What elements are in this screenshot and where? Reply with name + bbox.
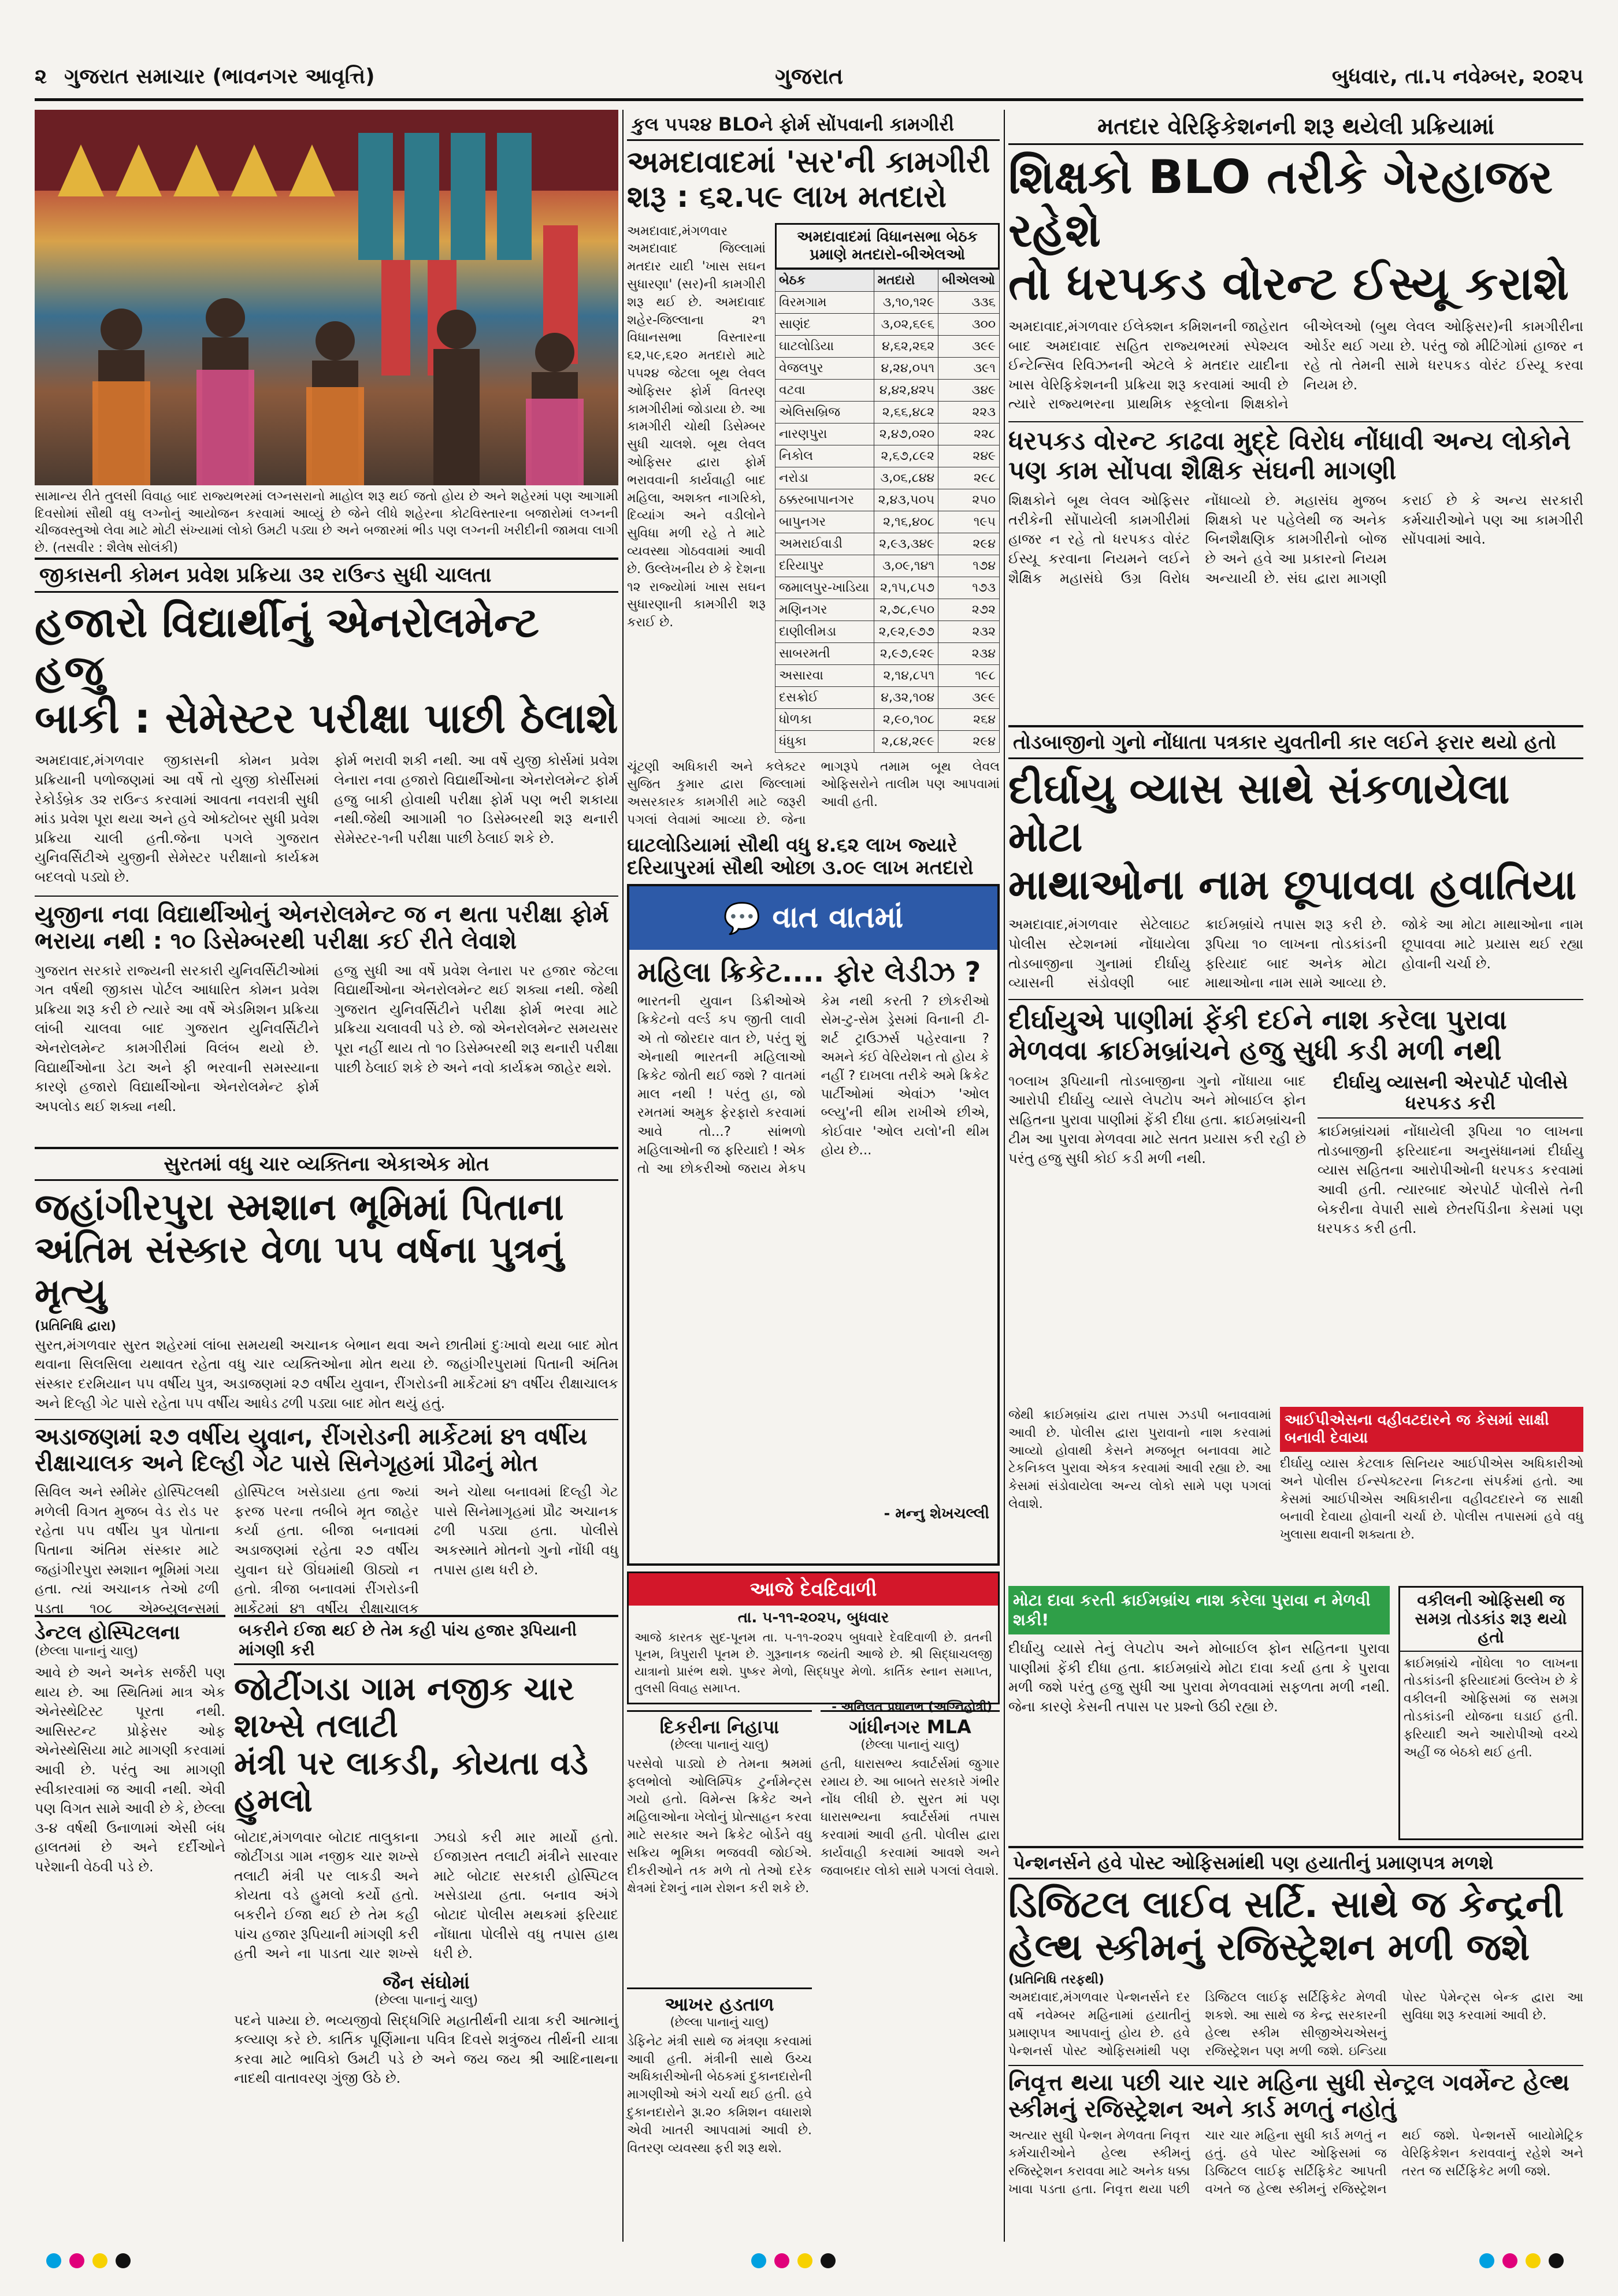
jee-headline-2: બાકી : સેમેસ્ટર પરીક્ષા પાછી ઠેલાશે xyxy=(35,693,618,742)
column-divider xyxy=(1004,110,1005,2242)
dental-title: ડેન્ટલ હોસ્પિટલના xyxy=(35,1621,180,1644)
table-cell: દસક્રોઈ xyxy=(775,686,874,708)
vaat-body: ભારતની યુવાન ડિક્રીઓએ ક્રિકેટનો વર્લ્ડ કપ જીતી લાવી એ તો જોરદાર વાત છે, પરંતુ શું એનાથી ભારતની મહિલાઓ ક્રિકેટ જોતી થઈ જશે ? વાતમાં માલ નથી ! પરંતુ હા, જો રમતમાં અમુક ફેરફારો કરવામાં આવે તો...? સાંભળો મહિલાઓની જ ફરિયાદો ! એક તો આ છોકરીઓ જરાય મેકપ કેમ નથી કરતી ? છોકરીઓ સેમ-ટુ-સેમ ડ્રેસમાં વિનાની ટી-શર્ટ ટ્રાઉઝર્સ પહેરવાના ? અમને કંઈ વેરિયેશન તો હોય કે નહીં ? દાખલા તરીકે અમે ક્રિકેટ પાર્ટીઓમાં એવાંઝ 'ઓલ બ્લ્યુ'ની થીમ રાખીએ છીએ, કોઈવાર 'ઓલ યલો'ની થીમ હોય છે... xyxy=(637,994,989,1176)
dikri-title: દિકરીના નિહાપા xyxy=(659,1716,780,1738)
page-number: ૨ xyxy=(35,64,47,88)
vaat-box xyxy=(627,884,1000,1566)
table-cell: જમાલપુર-ખાડિયા xyxy=(775,577,874,599)
dental-body: આવે છે અને અનેક સર્જરી પણ થાય છે. આ સ્થિતિમાં માત્ર એક એનેસ્થેટિસ્ટ પૂરતા નથી. આસિસ્ટન્ટ પ્રોફેસર ઓફ એનેસ્થેસિયા માટે માગણી કરવામાં આવી છે. પરંતુ આ માગણી સ્વીકારવામાં જ આવી નથી. એવી પણ વિગત સામે આવી છે કે, છેલ્લા ૩-૪ વર્ષથી ઉનાળામાં એસી બંધ હાલતમાં છે અને દર્દીઓને પરેશાની વેઠવી પડે છે. xyxy=(35,1665,225,1875)
voter-table-box xyxy=(775,223,1000,753)
voter-table-header xyxy=(775,269,1000,291)
jee-body-1: અમદાવાદ,મંગળવાર જીકાસની કોમન પ્રવેશ પ્રક્રિયાની પળોજણમાં આ વર્ષે તો યુજી કોર્સીસમાં રેકોર્ડબ્રેક ૩૨ રાઉન્ડ કરવામાં આવતા નવરાત્રી સુધી માંડ પ્રવેશ પૂરા થયા અને હવે ઓક્ટોબર સુધી પ્રવેશ પ્રક્રિયા ચાલી હતી.જેના પગલે ગુજરાત યુનિવર્સિટીએ યુજીની સેમેસ્ટર પરીક્ષાનો કાર્યક્રમ બદલવો પડ્યો છે. xyxy=(35,752,319,885)
pension-headline-1: ડિજિટલ લાઈવ સર્ટિ. સાથે જ કેન્દ્રની xyxy=(1008,1883,1564,1926)
voter-table-title: અમદાવાદમાં વિધાનસભા બેઠક પ્રમાણે મતદારો-બીએલઓ xyxy=(775,223,1000,269)
table-cell: સાબરમતી xyxy=(775,642,874,664)
mla-story xyxy=(821,1710,1000,2239)
table-cell: ૩૯૯ xyxy=(938,686,1000,708)
table-cell: ૨,૭૮,૯૫૦ xyxy=(874,599,938,621)
table-cell: ૩૪૯ xyxy=(938,379,1000,401)
vaat-title: મહિલા ક્રિકેટ.... ફોર લેડીઝ ? xyxy=(637,956,981,989)
table-cell: ૪,૨૪,૦૫૧ xyxy=(874,357,938,379)
table-row xyxy=(775,555,1000,577)
mla-title: ગાંધીનગર MLA xyxy=(849,1716,971,1738)
table-row xyxy=(775,489,1000,511)
pension-dateline: (પ્રતિનિધિ તરફથી) xyxy=(1008,1972,1104,1987)
table-cell: ૨,૧૪,૮૫૧ xyxy=(874,664,938,686)
black-dot xyxy=(821,2253,836,2268)
sar-headline-1: અમદાવાદમાં 'સર'ની કામગીરી xyxy=(627,145,990,180)
table-cell: ૨૬૪ xyxy=(938,708,1000,730)
table-cell: ૨૯૮ xyxy=(938,467,1000,489)
sar-headline-2: શરૂ : ૬૨.૫૯ લાખ મતદારો xyxy=(627,179,947,214)
blo-kicker: મતદાર વેરિફિકેશનની શરૂ થયેલી પ્રક્રિયામાં xyxy=(1008,110,1583,145)
table-cell: ૨૫૦ xyxy=(938,489,1000,511)
blo-story xyxy=(1008,110,1583,719)
table-cell: ૨૨૮ xyxy=(938,423,1000,445)
table-row xyxy=(775,621,1000,642)
table-cell: નિકોલ xyxy=(775,445,874,467)
table-cell: ૨,૪૭,૦૨૦ xyxy=(874,423,938,445)
jain-continued: (છેલ્લા પાનાનું ચાલુ) xyxy=(374,1993,478,2008)
bakri-headline-2: મંત્રી પર લાકડી, કોયતા વડે હુમલો xyxy=(234,1744,588,1820)
table-cell: ૨,૯૭,૯૨૯ xyxy=(874,642,938,664)
pension-body-2: અત્યાર સુધી પેન્શન મેળવતા નિવૃત્ત કર્મચારીઓને હેલ્થ સ્કીમનું રજિસ્ટ્રેશન કરાવવા માટે અનેક ધક્કા ખાવા પડતા હતા. નિવૃત્ત થયા પછી ચાર ચાર મહિના સુધી કાર્ડ મળતું ન હતું. હવે પોસ્ટ ઓફિસમાં જ ડિજિટલ લાઈફ સર્ટિફિકેટ આપતી વખતે જ હેલ્થ સ્કીમનું રજિસ્ટ્રેશન થઈ જશે. પેન્શનર્સે બાયોમેટ્રિક વેરિફિકેશન કરાવવાનું રહેશે અને તરત જ સર્ટિફિકેટ મળી જશે. xyxy=(1008,2128,1583,2197)
blo-body: અમદાવાદ,મંગળવાર ઈલેક્શન કમિશનની જાહેરાત બાદ અમદાવાદ સહિત રાજ્યભરમાં સ્પેશ્યલ ઈન્ટેન્સિવ રિવિઝનની એટલે કે મતદાર યાદીના ખાસ વેરિફિકેશનની પ્રક્રિયા શરૂ કરવામાં આવી છે ત્યારે રાજ્યભરના પ્રાથમિક સ્કૂલોના શિક્ષકોને બીએલઓ (બુથ લેવલ ઓફિસર)ની કામગીરીના ઓર્ડર થઈ ગયા છે. પરંતુ જો મીટિંગોમાં હાજર ન રહે તો તેમની સામે ધરપકડ વોરંટ ઈસ્યૂ કરવા નિયમ છે. xyxy=(1008,318,1583,413)
table-row xyxy=(775,401,1000,423)
section-name: ગુજરાત xyxy=(775,64,843,89)
green-box xyxy=(1008,1586,1390,1840)
table-row xyxy=(775,335,1000,357)
surat-body: સિવિલ અને સ્મીમેર હોસ્પિટલથી મળેલી વિગત મુજબ વેડ રોડ પર રહેતા ૫૫ વર્ષીય પુત્ર પોતાના પિતાના અંતિમ સંસ્કાર માટે જહાંગીરપુરા સ્મશાન ભૂમિમાં ગયા હતા. ત્યાં અચાનક તેઓ ઢળી પડતા ૧૦૮ એમ્બ્યુલન્સમાં હોસ્પિટલ ખસેડાયા હતા જ્યાં ફરજ પરના તબીબે મૃત જાહેર કર્યા હતા. બીજા બનાવમાં અડાજણમાં રહેતા ૨૭ વર્ષીય યુવાન ઘરે ઊંઘમાંથી ઊઠ્યો ન હતો. ત્રીજા બનાવમાં રીંગરોડની માર્કેટમાં ૪૧ વર્ષીય રીક્ષાચાલક અને ચોથા બનાવમાં દિલ્હી ગેટ પાસે સિનેમાગૃહમાં પ્રૌઢ અચાનક ઢળી પડ્યા હતા. પોલીસે અકસ્માતે મોતનો ગુનો નોંધી વધુ તપાસ હાથ ધરી છે. xyxy=(35,1484,618,1617)
dikri-body: પરસેવો પાડ્યો છે તેમના શ્રમમાં ફલભોલો ઓલિમ્પિક ટુર્નામેન્ટ્સ ગયો હતો. વિમેન્સ ક્રિકેટ અને મહિલાઓના ખેલોનું પ્રોત્સાહન કરવા માટે સરકાર અને ક્રિકેટ બોર્ડને વધુ સક્રિય ભૂમિકા ભજવવી જોઈએ. દીકરીઓને તક મળે તો તેઓ દરેક ક્ષેત્રમાં દેશનું નામ રોશન કરી શકે છે. xyxy=(627,1756,812,1896)
vaat-byline: - મન્નુ શેખચલ્લી xyxy=(884,1505,989,1523)
aakhar-title: આખર હડતાળ xyxy=(665,1993,774,2015)
cyan-dot xyxy=(751,2253,766,2268)
page-number-and-paper xyxy=(35,65,375,89)
bakri-story xyxy=(234,1615,618,2239)
table-cell: ધોળકા xyxy=(775,708,874,730)
table-cell: અસારવા xyxy=(775,664,874,686)
table-row xyxy=(775,357,1000,379)
column-divider xyxy=(622,110,624,2242)
magenta-dot xyxy=(69,2253,84,2268)
table-header-cell: મતદારો xyxy=(874,269,938,291)
dental-continued: (છેલ્લા પાનાનું ચાલુ) xyxy=(35,1644,139,1659)
aakhar-body: ડેફિનેટ મંત્રી સાથે જ મંત્રણા કરવામાં આવી હતી. મંત્રીની સાથે ઉચ્ચ અધિકારીઓની બેઠકમાં દુકાનદારોની માગણીઓ અંગે ચર્ચા થઈ હતી. હવે દુકાનદારોને રૂા.૨૦ કમિશન વધારાશે એવી ખાતરી આપવામાં આવી છે. વિતરણ વ્યવસ્થા ફરી શરૂ થશે. xyxy=(627,2034,812,2156)
toll-body: અમદાવાદ,મંગળવાર સેટેલાઇટ પોલીસ સ્ટેશનમાં નોંધાયેલા તોડબાજીના ગુનામાં દીર્ઘાયુ વ્યાસની સંડોવણી બાદ ક્રાઈમબ્રાંચે તપાસ શરૂ કરી છે. રૂપિયા ૧૦ લાખના તોડકાંડની ફરિયાદ બાદ અનેક મોટા માથાઓના નામ સામે આવ્યા છે. જોકે આ મોટા માથાઓના નામ છૂપાવવા માટે પ્રયાસ થઈ રહ્યા હોવાની ચર્ચા છે. xyxy=(1008,916,1583,991)
lawyer-title: વકીલની ઓફિસથી જ સમગ્ર તોડકાંડ શરૂ થયો હતો xyxy=(1400,1588,1582,1652)
dikri-story xyxy=(627,1710,812,1982)
table-cell: વિરમગામ xyxy=(775,291,874,313)
table-cell: ૨૭૨ xyxy=(938,599,1000,621)
table-cell: ૧૭૪ xyxy=(938,555,1000,577)
table-cell: ૨૨૩ xyxy=(938,401,1000,423)
table-cell: મણિનગર xyxy=(775,599,874,621)
table-cell: ૨,૮૪,૨૯૯ xyxy=(874,730,938,752)
table-cell: ૨,૯૨,૯૭૭ xyxy=(874,621,938,642)
dikri-continued: (છેલ્લા પાનાનું ચાલુ) xyxy=(670,1737,769,1752)
mla-continued: (છેલ્લા પાનાનું ચાલુ) xyxy=(860,1737,960,1752)
table-row xyxy=(775,642,1000,664)
table-row xyxy=(775,423,1000,445)
lawyer-body: ક્રાઈમબ્રાંચે નોંધેલા ૧૦ લાખના તોડકાંડની ફરિયાદમાં ઉલ્લેખ છે કે વકીલની ઓફિસમાં જ સમગ્ર તોડકાંડની યોજના ઘડાઈ હતી. ફરિયાદી અને આરોપીઓ વચ્ચે અહીં જ બેઠકો થઈ હતી. xyxy=(1404,1656,1578,1760)
yellow-dot xyxy=(92,2253,107,2268)
table-cell: ૩,૦૯,૧૪૧ xyxy=(874,555,938,577)
magenta-dot xyxy=(774,2253,789,2268)
table-cell: ધંધુકા xyxy=(775,730,874,752)
jee-story xyxy=(35,558,618,1141)
table-cell: ૩૯૧ xyxy=(938,357,1000,379)
table-cell: ૨૩૨ xyxy=(938,621,1000,642)
table-header-cell: બીએલઓ xyxy=(938,269,1000,291)
surat-kicker: સુરતમાં વધુ ચાર વ્યક્તિના એકાએક મોત xyxy=(35,1149,618,1181)
market-photo xyxy=(35,110,618,485)
pension-subheadline: નિવૃત્ત થયા પછી ચાર ચાર મહિના સુધી સેન્ટ્રલ ગવર્મેન્ટ હેલ્થ સ્કીમનું રજિસ્ટ્રેશન અને કાર્ડ મળતું નહોતું xyxy=(1008,2065,1583,2123)
table-cell: ૪,૪૨,૪૨૫ xyxy=(874,379,938,401)
surat-headline-1: જહાંગીરપુરા સ્મશાન ભૂમિમાં પિતાના xyxy=(35,1186,564,1229)
cyan-dot xyxy=(1479,2253,1494,2268)
registration-marks xyxy=(1479,2253,1564,2268)
table-row xyxy=(775,686,1000,708)
vaat-banner xyxy=(629,886,997,950)
toll-body-2: ૧૦લાખ રૂપિયાની તોડબાજીના ગુનો નોંધાયા બાદ આરોપી દીર્ઘાયુ વ્યાસે લેપટોપ અને મોબાઈલ ફોન સહિતના પુરાવા પાણીમાં ફેંકી દીધા હતા. ક્રાઈમબ્રાંચની ટીમ આ પુરાવા મેળવવા માટે સતત પ્રયાસ કરી રહી છે પરંતુ હજુ સુધી કોઈ કડી મળી નથી. xyxy=(1008,1072,1306,1166)
table-row xyxy=(775,379,1000,401)
table-row xyxy=(775,467,1000,489)
table-cell: ૧૯૫ xyxy=(938,511,1000,533)
mla-body: હતી, ધારાસભ્ય ક્વાર્ટર્સમાં જુગાર રમાય છે. આ બાબતે સરકારે ગંભીર નોંધ લીધી છે. સુરત માં પણ ધારાસભ્યના ક્વાર્ટર્સમાં તપાસ કરવામાં આવી હતી. પોલીસ દ્વારા કાર્યવાહી કરવામાં આવશે અને જવાબદાર લોકો સામે પગલાં લેવાશે. xyxy=(821,1756,1000,1878)
devdiwali-banner: આજે દેવદિવાળી xyxy=(629,1573,998,1606)
ips-bar: આઈપીએસના વહીવટદારને જ કેસમાં સાક્ષી બનાવી દેવાયા xyxy=(1280,1407,1583,1452)
toll-subheadline: દીર્ઘાયુએ પાણીમાં ફેંકી દઈને નાશ કરેલા પુરાવા મેળવવા ક્રાઈમબ્રાંચને હજુ સુધી કડી મળી નથી xyxy=(1008,999,1583,1066)
table-cell: ૪,૩૨,૧૦૪ xyxy=(874,686,938,708)
table-cell: ૨,૧૫,૮૫૭ xyxy=(874,577,938,599)
table-row xyxy=(775,291,1000,313)
table-cell: ઠક્કરબાપાનગર xyxy=(775,489,874,511)
table-cell: ૨,૧૬,૪૦૮ xyxy=(874,511,938,533)
sar-body-2: ચૂંટણી અધિકારી અને કલેક્ટર સુજિત કુમાર દ્વારા જિલ્લામાં અસરકારક કામગીરી માટે જરૂરી પગલાં લેવામાં આવ્યા છે. જેના ભાગરૂપે તમામ બૂથ લેવલ ઓફિસરોને તાલીમ પણ આપવામાં આવી હતી. xyxy=(627,759,1000,827)
table-cell: ૨૯૪ xyxy=(938,730,1000,752)
table-cell: ૩,૦૬,૮૪૪ xyxy=(874,467,938,489)
toll-body-3: જેથી ક્રાઈમબ્રાંચ દ્વારા તપાસ ઝડપી બનાવવામાં આવી છે. પોલીસ દ્વારા પુરાવાનો નાશ કરવામાં આવ્યો હોવાથી કેસને મજબૂત બનાવવા માટે ટેકનિકલ પુરાવા એકત્ર કરવામાં આવી રહ્યા છે. આ કેસમાં સંડોવાયેલા અન્ય લોકો સામે પણ પગલાં લેવાશે. xyxy=(1008,1408,1271,1511)
table-cell: ઘાટલોડિયા xyxy=(775,335,874,357)
blo-headline-1: શિક્ષકો BLO તરીકે ગેરહાજર રહેશે xyxy=(1008,150,1553,257)
dental-story xyxy=(35,1615,225,2239)
table-cell: સાણંદ xyxy=(775,313,874,335)
table-cell: ૨,૬૭,૮૯૨ xyxy=(874,445,938,467)
devdiwali-date: તા. ૫-૧૧-૨૦૨૫, બુધવાર xyxy=(737,1609,889,1626)
surat-headline-2: અંતિમ સંસ્કાર વેળા ૫૫ વર્ષના પુત્રનું મૃત્યુ xyxy=(35,1228,564,1314)
table-cell: ૧૭૩ xyxy=(938,577,1000,599)
surat-subheadline: અડાજણમાં ૨૭ વર્ષીય યુવાન, રીંગરોડની માર્કેટમાં ૪૧ વર્ષીય રીક્ષાચાલક અને દિલ્હી ગેટ પાસે સિનેગૃહમાં પ્રૌઢનું મોત xyxy=(35,1419,618,1477)
table-cell: અમરાઈવાડી xyxy=(775,533,874,555)
registration-marks xyxy=(46,2253,131,2268)
registration-marks xyxy=(751,2253,836,2268)
table-cell: ૩૩૬ xyxy=(938,291,1000,313)
blo-subheadline: ધરપકડ વોરન્ટ કાઢવા મુદ્દે વિરોધ નોંધાવી અન્ય લોકોને પણ કામ સોંપવા શૈક્ષિક સંઘની માગણી xyxy=(1008,421,1583,485)
devdiwali-box xyxy=(627,1571,1000,1714)
vaat-banner-text: વાત વાતમાં xyxy=(772,900,904,935)
table-row xyxy=(775,577,1000,599)
toll-headline-2: માથાઓના નામ છૂપાવવા હવાતિયા xyxy=(1008,860,1577,909)
black-dot xyxy=(1549,2253,1564,2268)
table-row xyxy=(775,511,1000,533)
airport-box xyxy=(1318,1072,1583,1239)
table-cell: એલિસબ્રિજ xyxy=(775,401,874,423)
magenta-dot xyxy=(1502,2253,1517,2268)
table-cell: ૨,૯૩,૩૪૯ xyxy=(874,533,938,555)
bakri-kicker: બકરીને ઈજા થઈ છે તેમ કહી પાંચ હજાર રૂપિયાની માંગણી કરી xyxy=(234,1617,618,1665)
devdiwali-byline: - અનિલત પ્રધાનભ (અગ્નિહોત્રી) xyxy=(832,1699,992,1714)
market-photo-art xyxy=(35,110,618,485)
pension-headline-2: હેલ્થ સ્કીમનું રજિસ્ટ્રેશન મળી જશે xyxy=(1008,1926,1530,1969)
table-row xyxy=(775,533,1000,555)
toll-body-3-box xyxy=(1008,1407,1271,1580)
jee-headline-1: હજારો વિદ્યાર્થીનું એનરોલમેન્ટ હજુ xyxy=(35,598,539,694)
table-cell: ૨૯૪ xyxy=(938,533,1000,555)
paper-name: ગુજરાત સમાચાર (ભાવનગર આવૃત્તિ) xyxy=(64,64,375,88)
yellow-dot xyxy=(1526,2253,1541,2268)
jee-subheadline: યુજીના નવા વિદ્યાર્થીઓનું એનરોલમેન્ટ જ ન થતા પરીક્ષા ફોર્મ ભરાયા નથી : ૧૦ ડિસેમ્બરથી પરીક્ષા કઈ રીતે લેવાશે xyxy=(35,896,618,954)
sar-story xyxy=(627,110,1000,878)
table-cell: નારણપુરા xyxy=(775,423,874,445)
blo-body-2: શિક્ષકોને બૂથ લેવલ ઓફિસર તરીકેની સોંપાયેલી કામગીરીમાં હાજર ન રહે તો ધરપકડ વોરંટ ઈસ્યૂ કરવાના નિયમને લઈને શૈક્ષિક મહાસંઘે ઉગ્ર વિરોધ નોંધાવ્યો છે. મહાસંઘ મુજબ શિક્ષકો પર પહેલેથી જ અનેક બિનશૈક્ષણિક કામગીરીનો બોજ છે અને હવે આ પ્રકારનો નિયમ અન્યાયી છે. સંઘ દ્વારા માગણી કરાઈ છે કે અન્ય સરકારી કર્મચારીઓને પણ આ કામગીરી સોંપવામાં આવે. xyxy=(1008,492,1583,586)
table-cell: ૨,૬૬,૪૮૨ xyxy=(874,401,938,423)
surat-intro: સુરત,મંગળવાર સુરત શહેરમાં લાંબા સમયથી અચાનક બેભાન થવા અને છાતીમાં દુઃખાવો થયા બાદ મોત થવાના સિલસિલા યથાવત રહેતા વધુ ચાર વ્યક્તિઓના મોત થયા છે. જહાંગીરપુરામાં પિતાની અંતિમ સંસ્કાર દરમિયાન ૫૫ વર્ષીય પુત્ર, અડાજણમાં ૨૭ વર્ષીય યુવાન, રીંગરોડની માર્કેટમાં ૪૧ વર્ષીય રીક્ષાચાલક અને દિલ્હી ગેટ પાસે રહેતા ૫૫ વર્ષીય આધેડ ઢળી પડ્યા બાદ મોત થયું હતું. xyxy=(35,1336,618,1411)
aakhar-story xyxy=(627,1987,812,2239)
green-body: દીર્ઘાયુ વ્યાસે તેનું લેપટોપ અને મોબાઈલ ફોન સહિતના પુરાવા પાણીમાં ફેંકી દીધા હતા. ક્રાઈમબ્રાંચે મોટા દાવા કર્યા હતા કે પુરાવા મળી જશે પરંતુ હજુ સુધી આ પુરાવા મેળવવામાં સફળતા મળી નથી. જેના કારણે કેસની તપાસ પર પ્રશ્નો ઉઠી રહ્યા છે. xyxy=(1008,1640,1390,1715)
surat-dateline: (પ્રતિનિધિ દ્વારા) xyxy=(35,1318,117,1333)
lawyer-box xyxy=(1398,1586,1583,1840)
aakhar-continued: (છેલ્લા પાનાનું ચાલુ) xyxy=(670,2015,769,2029)
jee-body-4: હજુ સુધી આ વર્ષે પ્રવેશ લેનારા પર હજાર જેટલા વિદ્યાર્થીઓના એનરોલમેન્ટ થઈ શક્યા નથી. જેથી ગુજરાત યુનિવર્સિટીને પરીક્ષા ફોર્મ ભરવા માટે પ્રક્રિયા ચલાવવી પડે છે. જો એનરોલમેન્ટ સમયસર પૂરા નહીં થાય તો ૧૦ ડિસેમ્બરથી શરૂ થનારી પરીક્ષા પાછી ઠેલાઈ શકે છે અને નવો કાર્યક્રમ જાહેર થશે. xyxy=(334,962,618,1076)
pension-story xyxy=(1008,1846,1583,2239)
sar-kicker: કુલ ૫૫૨૪ BLOને ફોર્મ સોંપવાની કામગીરી xyxy=(627,110,1000,141)
jain-body: પદને પામ્યા છે. ભવ્યજીવો સિદ્ધગિરિ મહાતીર્થની યાત્રા કરી આત્માનું કલ્યાણ કરે છે. કાર્તિક પૂર્ણિમાના પવિત્ર દિવસે શત્રુંજય તીર્થની યાત્રા કરવા માટે ભાવિકો ઉમટી પડે છે અને જય જય શ્રી આદિનાથના નાદથી વાતાવરણ ગુંજી ઉઠે છે. xyxy=(234,2012,618,2087)
table-cell: ૩૯૯ xyxy=(938,335,1000,357)
toll-kicker: તોડબાજીનો ગુનો નોંધાતા પત્રકાર યુવતીની કાર લઈને ફરાર થયો હતો xyxy=(1008,727,1583,759)
table-row xyxy=(775,730,1000,752)
toll-story xyxy=(1008,725,1583,1401)
yellow-dot xyxy=(797,2253,812,2268)
page-header xyxy=(35,55,1583,101)
table-cell: નરોડા xyxy=(775,467,874,489)
voter-table xyxy=(775,269,1000,753)
airport-body: ક્રાઈમબ્રાંચમાં નોંધાયેલી રૂપિયા ૧૦ લાખના તોડબાજીની ફરિયાદના અનુસંધાનમાં દીર્ઘાયુ વ્યાસ સહિતના આરોપીઓની ધરપકડ કરવામાં આવી હતી. ત્યારબાદ એરપોર્ટ પોલીસે તેની બેકરીના વેપારી સાથે છેતરપિંડીના કેસમાં પણ ધરપકડ કરી હતી. xyxy=(1318,1123,1583,1237)
table-row xyxy=(775,599,1000,621)
issue-date: બુધવાર, તા.૫ નવેમ્બર, ૨૦૨૫ xyxy=(1331,64,1583,88)
table-cell: દરિયાપુર xyxy=(775,555,874,577)
table-cell: ૩,૧૦,૧૨૯ xyxy=(874,291,938,313)
jain-title: જૈન સંઘોમાં xyxy=(383,1971,470,1993)
table-cell: ૨૩૪ xyxy=(938,642,1000,664)
bakri-headline-1: જોટીંગડા ગામ નજીક ચાર શખ્સે તલાટી xyxy=(234,1670,574,1745)
surat-story xyxy=(35,1147,618,1617)
devdiwali-body: આજે કારતક સુદ-પૂનમ તા. ૫-૧૧-૨૦૨૫ બુધવારે દેવદિવાળી છે. વ્રતની પૂનમ, ત્રિપુરારી પૂનમ છે. ગુરૂનાનક જયંતી આજે છે. શ્રી સિદ્ધાચલજી યાત્રાનો પ્રારંભ થશે. પુષ્કર મેળો, સિદ્ધપુર મેળો. કાર્તિક સ્નાન સમાપ્ત, તુલસી વિવાહ સમાપ્ત. xyxy=(634,1630,992,1696)
table-header-cell: બેઠક xyxy=(775,269,874,291)
table-cell: ૩,૦૨,૬૯૬ xyxy=(874,313,938,335)
black-dot xyxy=(116,2253,131,2268)
jee-body-2: ફોર્મ ભરાવી શકી નથી. આ વર્ષે યુજી કોર્સમાં પ્રવેશ લેનારા નવા હજારો વિદ્યાર્થીઓના એનરોલમેન્ટ ફોર્મ હજુ બાકી હોવાથી પરીક્ષા ફોર્મ પણ ભરી શકાયા નથી.જેથી આગામી ૧૦ ડિસેમ્બરથી શરૂ થનારી સેમેસ્ટર-૧ની પરીક્ષા પાછી ઠેલાઈ શકે છે. xyxy=(334,752,618,846)
cyan-dot xyxy=(46,2253,61,2268)
table-cell: વેજલપુર xyxy=(775,357,874,379)
chat-bubble-icon: 💬 xyxy=(723,901,761,936)
photo-caption: સામાન્ય રીતે તુલસી વિવાહ બાદ રાજ્યભરમાં લગ્નસરાનો માહોલ શરૂ થઈ જતો હોય છે અને શહેરમાં પણ આગામી દિવસોમાં સૌથી વધુ લગ્નોનું આયોજન કરવામાં આવ્યું છે જેને લીધે શહેરના કોટવિસ્તારના બજારોમાં લગ્નની ચીજવસ્તુઓ લેવા માટે મોટી સંખ્યામાં લોકો ઉમટી પડ્યા છે અને બજારમાં ભીડ પણ લગ્નની ખરીદીની જામવા લાગી છે. (તસવીર : શૈલેષ સોલંકી) xyxy=(35,489,618,556)
table-row xyxy=(775,445,1000,467)
table-cell: ૩૦૦ xyxy=(938,313,1000,335)
table-cell: ૨૪૯ xyxy=(938,445,1000,467)
table-row xyxy=(775,664,1000,686)
green-bar: મોટા દાવા કરતી ક્રાઈમબ્રાંચ નાશ કરેલા પુરાવા ન મેળવી શકી! xyxy=(1008,1586,1390,1634)
ips-box xyxy=(1280,1407,1583,1580)
jee-kicker: જીકાસની કોમન પ્રવેશ પ્રક્રિયા ૩૨ રાઉન્ડ સુધી ચાલતા xyxy=(35,560,618,593)
toll-headline-1: દીર્ઘાયુ વ્યાસ સાથે સંકળાયેલા મોટા xyxy=(1008,764,1510,861)
table-cell: ૨,૯૦,૧૦૮ xyxy=(874,708,938,730)
table-cell: દાણીલીમડા xyxy=(775,621,874,642)
table-cell: બાપુનગર xyxy=(775,511,874,533)
table-row xyxy=(775,313,1000,335)
sar-body: અમદાવાદ,મંગળવાર અમદાવાદ જિલ્લામાં મતદાર યાદી 'ખાસ સઘન સુધારણા' (સર)ની કામગીરી શરૂ થઈ છે. અમદાવાદ શહેર-જિલ્લાના ૨૧ વિધાનસભા વિસ્તારના ૬૨,૫૯,૬૨૦ મતદારો માટે ૫૫૨૪ જેટલા બૂથ લેવલ ઓફિસર ફોર્મ વિતરણ કામગીરીમાં જોડાયા છે. આ કામગીરી ચોથી ડિસેમ્બર સુધી ચાલશે. બૂથ લેવલ ઓફિસર દ્વારા ફોર્મ ભરાવવાની કાર્યવાહી બાદ મહિલા, અશક્ત નાગરિકો, દિવ્યાંગ અને વડીલોને સુવિધા મળી રહે તે માટે વ્યવસ્થા ગોઠવવામાં આવી છે. ઉલ્લેખનીય છે કે દેશના ૧૨ રાજ્યોમાં ખાસ સઘન સુધારણાની કામગીરી શરૂ કરાઈ છે. xyxy=(627,224,766,630)
airport-title: દીર્ઘાયુ વ્યાસની એરપોર્ટ પોલીસે ધરપકડ કરી xyxy=(1318,1072,1583,1119)
table-row xyxy=(775,708,1000,730)
ips-body: દીર્ઘાયુ વ્યાસ કેટલાક સિનિયર આઈપીએસ અધિકારીઓ અને પોલીસ ઈન્સ્પેક્ટરના નિકટના સંપર્કમાં હતો. આ કેસમાં આઈપીએસ અધિકારીના વહીવટદારને જ સાક્ષી બનાવી દેવાયા હોવાની ચર્ચા છે. પોલીસ તપાસમાં હવે વધુ ખુલાસા થવાની શક્યતા છે. xyxy=(1280,1457,1583,1543)
table-cell: ૨,૪૩,૫૦૫ xyxy=(874,489,938,511)
table-cell: ૪,૬૨,૨૬૨ xyxy=(874,335,938,357)
jee-body-3: ગુજરાત સરકારે રાજ્યની સરકારી યુનિવર્સિટીઓમાં ગત વર્ષથી જીકાસ પોર્ટલ આધારિત કોમન પ્રવેશ પ્રક્રિયા શરૂ કરી છે ત્યારે આ વર્ષે એડમિશન પ્રક્રિયા લાંબી ચાલવા બાદ ગુજરાત યુનિવર્સિટીને એનરોલમેન્ટ કામગીરીમાં વિલંબ થયો છે. વિદ્યાર્થીઓના ડેટા અને ફી ભરવાની સમસ્યાના કારણે હજારો વિદ્યાર્થીઓના એનરોલમેન્ટ ફોર્મ અપલોડ થઈ શક્યા નથી. xyxy=(35,962,319,1114)
sar-subheadline: ઘાટલોડિયામાં સૌથી વધુ ૪.૬૨ લાખ જ્યારે દરિયાપુરમાં સૌથી ઓછા ૩.૦૯ લાખ મતદારો xyxy=(627,833,974,879)
bakri-body: બોટાદ,મંગળવાર બોટાદ તાલુકાના જોટીંગડા ગામ નજીક ચાર શખ્સે તલાટી મંત્રી પર લાકડી અને કોયતા વડે હુમલો કર્યો હતો. બકરીને ઈજા થઈ છે તેમ કહી પાંચ હજાર રૂપિયાની માંગણી કરી હતી અને ના પાડતા ચાર શખ્સે ઝઘડો કરી માર માર્યો હતો. ઈજાગ્રસ્ત તલાટી મંત્રીને સારવાર માટે બોટાદ સરકારી હોસ્પિટલ ખસેડાયા હતા. બનાવ અંગે બોટાદ પોલીસ મથકમાં ફરિયાદ નોંધાતા પોલીસે વધુ તપાસ હાથ ધરી છે. xyxy=(234,1829,618,1962)
table-cell: ૧૯૮ xyxy=(938,664,1000,686)
pension-kicker: પેન્શનર્સને હવે પોસ્ટ ઓફિસમાંથી પણ હયાતીનું પ્રમાણપત્ર મળશે xyxy=(1008,1848,1583,1879)
pension-body: અમદાવાદ,મંગળવાર પેન્શનર્સને દર વર્ષે નવેમ્બર મહિનામાં હયાતીનું પ્રમાણપત્ર આપવાનું હોય છે. હવે પેન્શનર્સ પોસ્ટ ઓફિસમાંથી પણ ડિજિટલ લાઈફ સર્ટિફિકેટ મેળવી શકશે. આ સાથે જ કેન્દ્ર સરકારની હેલ્થ સ્કીમ સીજીએચએસનું રજિસ્ટ્રેશન પણ મળી જશે. ઇન્ડિયા પોસ્ટ પેમેન્ટ્સ બેન્ક દ્વારા આ સુવિધા શરૂ કરવામાં આવી છે. xyxy=(1008,1990,1583,2059)
blo-headline-2: તો ધરપકડ વોરન્ટ ઈસ્યૂ કરાશે xyxy=(1008,257,1569,310)
table-cell: વટવા xyxy=(775,379,874,401)
